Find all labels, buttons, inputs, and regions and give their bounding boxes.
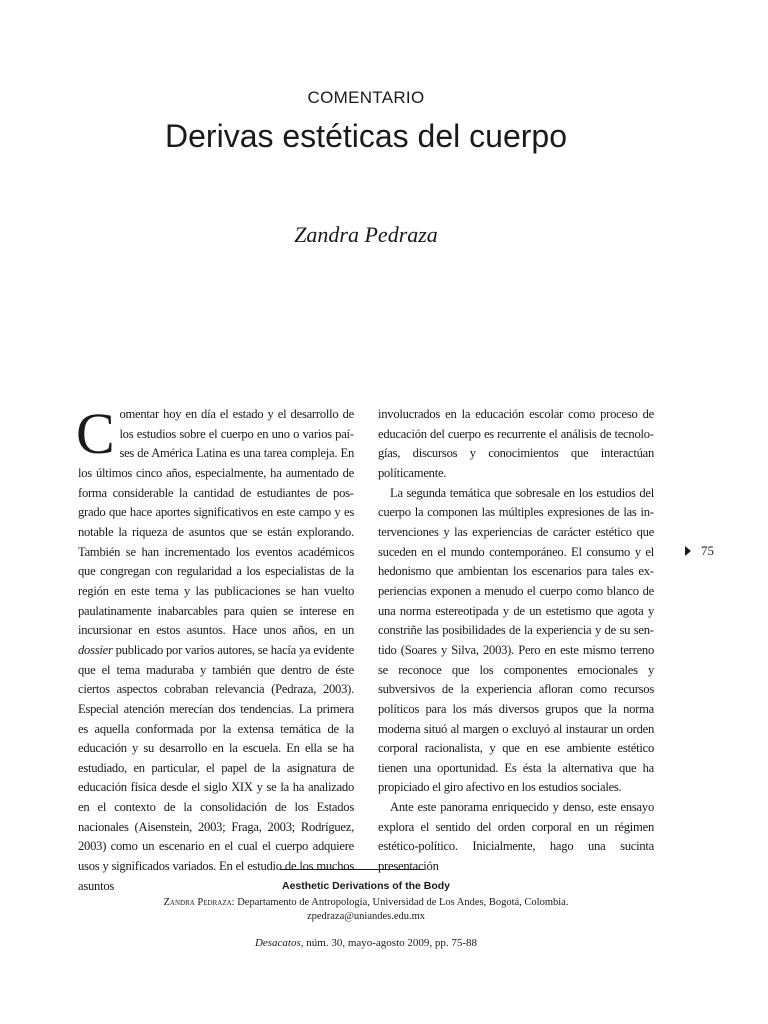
journal-citation [0, 937, 732, 949]
article-title: Derivas estéticas del cuerpo [165, 118, 567, 154]
author-affiliation [0, 897, 732, 908]
paragraph: involucrados en la educación escolar como proceso de educación del cuerpo es recurrente el análisis de tecnologías, discursos y conocimientos que interactúan políticamente. [378, 407, 654, 480]
paragraph: La segunda temática que sobresale en los estudios del cuerpo la componen las múltiples expresiones de las intervenciones y las experiencias de carácter estético que suceden en el mundo contemporáneo. El consumo y el hedonismo que ambientan los escenarios para tales experiencias exponen a menudo el cuerpo como blanco de una norma estereotipada y de un estetismo que agota y constriñe las posibilidades de la experiencia y de su sentido (Soares y Silva, 2003). Pero en este mismo terreno se reconoce que los componentes emocionales y subversivos de la experiencia afloran como recursos políticos para los más diversos grupos que la norma moderna situó al margen o excluyó al instaurar un orden corporal racionalista, y que en ese ambiente estético tienen una oportunidad. Es ésta la alternativa que ha propiciado el giro afectivo en los estudios sociales. [378, 485, 654, 795]
affiliation-author: Zandra Pedraza [163, 897, 232, 908]
section-label: COMENTARIO [307, 88, 425, 107]
author-email: zpedraza@uniandes.edu.mx [306, 911, 426, 922]
citation-details: , núm. 30, mayo-agosto 2009, pp. 75-88 [300, 937, 478, 949]
page-number-marker [685, 543, 714, 559]
emphasis-text: dossier [78, 642, 113, 657]
body-column-right [378, 405, 654, 877]
drop-cap: C [76, 401, 115, 466]
page-number: 75 [701, 543, 714, 558]
paragraph: Ante este panorama enriquecido y denso, este ensayo explora el sentido del orden corporal en un régimen estético-político. Inicialmente, hago una sucinta presentación [378, 800, 654, 874]
footer-divider [280, 869, 424, 870]
body-column-left [76, 401, 354, 896]
triangle-marker-icon [685, 546, 691, 556]
paragraph-text: omentar hoy en día el estado y el desarrollo de los estudios sobre el cuerpo en uno o varios países de América Latina es una tarea compleja. En los últimos cinco años, especialmente, ha aumentado de forma considerable la cantidad de estudiantes de posgrado que hace aportes significativos en este campo y es notable la riqueza de asuntos que se están explorando. También se han incrementado los eventos académicos que congregan con regularidad a los especialistas de la región en este tema y las publicaciones se han vuelto paulatinamente inabarcables para quien se interese en incursionar en estos asuntos. Hace unos años, en un [78, 407, 354, 638]
english-title: Aesthetic Derivations of the Body [281, 880, 451, 892]
paragraph [76, 401, 354, 896]
journal-name: Desacatos [254, 937, 301, 949]
author-name: Zandra Pedraza [294, 222, 438, 247]
paragraph-text: publicado por varios autores, se hacía ya evidente que el tema maduraba y también que dentro de éste ciertos aspectos cobraban relevancia (Pedraza, 2003). Especial atención merecían dos tendencias. La primera es aquella conformada por la extensa temática de la educación y su desarrollo en la escuela. En ella se ha estudiado, en particular, el papel de la asignatura de educación física desde el siglo XIX y se la ha analizado en el contexto de la consolidación de los Estados nacionales (Aisenstein, 2003; Fraga, 2003; Rodríguez, 2003) como un escenario en el cual el cuerpo adquiere usos y significados variados. En el estudio de los muchos asuntos [78, 642, 354, 893]
affiliation-text: : Departamento de Antropología, Universidad de Los Andes, Bogotá, Colombia. [231, 897, 569, 908]
